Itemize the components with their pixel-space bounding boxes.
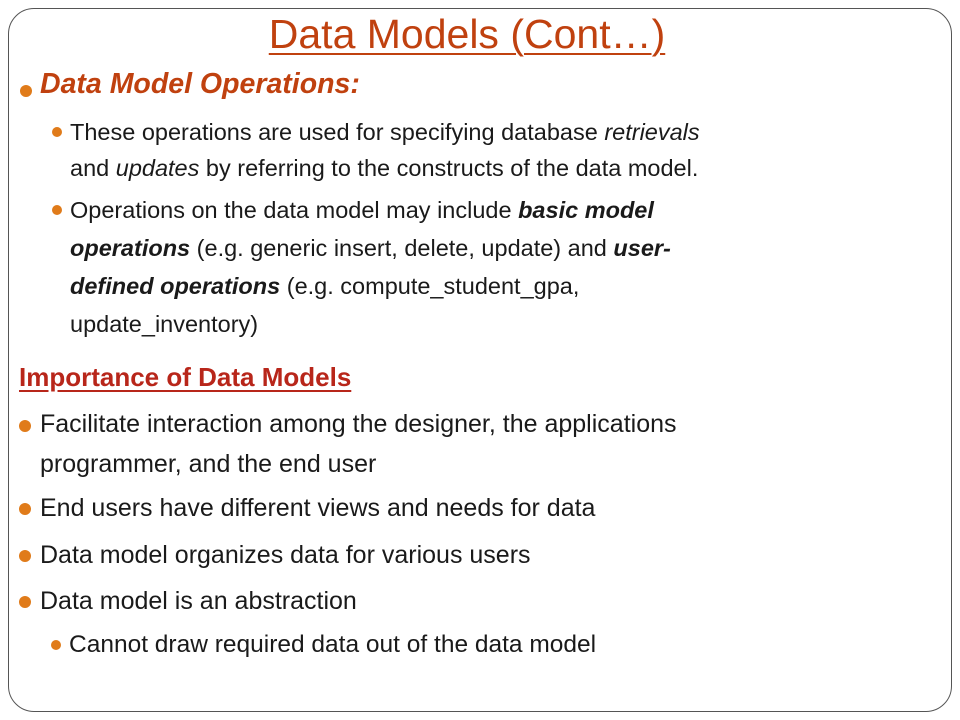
italic-text-span: retrievals <box>604 119 700 145</box>
text-span: update_inventory) <box>70 311 259 337</box>
bullet-icon <box>19 503 31 515</box>
bullet-icon <box>51 640 61 650</box>
text-span: and <box>70 155 116 181</box>
bullet-icon <box>19 420 31 432</box>
text-span: (e.g. compute_student_gpa, <box>280 273 580 299</box>
bullet-icon <box>52 205 62 215</box>
bullet-icon <box>19 550 31 562</box>
importance-bullet-1-line-2: programmer, and the end user <box>40 450 377 478</box>
importance-bullet-2: End users have different views and needs for data <box>40 494 596 522</box>
text-span: Operations on the data model may include <box>70 197 519 223</box>
bullet-icon <box>19 596 31 608</box>
section-heading-importance: Importance of Data Models <box>19 362 352 392</box>
text-span: These operations are used for specifying database <box>70 119 605 145</box>
operations-bullet-2-line-2 <box>70 230 671 266</box>
bold-italic-text-span: operations <box>70 235 191 261</box>
operations-bullet-1-line-2 <box>70 150 698 186</box>
operations-bullet-2-line-4 <box>70 306 258 342</box>
slide-title: Data Models (Cont…) <box>268 11 666 57</box>
bold-italic-text-span: user- <box>613 235 671 261</box>
operations-bullet-2-line-3 <box>70 268 579 304</box>
importance-bullet-1-line-1: Facilitate interaction among the designer, the applications <box>40 410 677 438</box>
text-span: by referring to the constructs of the data model. <box>199 155 699 181</box>
bullet-icon <box>52 127 62 137</box>
operations-bullet-1-line-1 <box>70 114 700 150</box>
importance-sub-bullet-1: Cannot draw required data out of the data model <box>69 631 597 658</box>
importance-bullet-3: Data model organizes data for various users <box>40 541 531 569</box>
italic-text-span: updates <box>115 155 200 181</box>
bold-italic-text-span: basic model <box>518 197 654 223</box>
importance-bullet-4: Data model is an abstraction <box>40 587 357 615</box>
text-span: (e.g. generic insert, delete, update) and <box>190 235 614 261</box>
bold-italic-text-span: defined operations <box>70 273 281 299</box>
section-heading-operations: Data Model Operations: <box>40 68 360 100</box>
operations-bullet-2-line-1 <box>70 192 654 228</box>
bullet-icon <box>20 85 32 97</box>
